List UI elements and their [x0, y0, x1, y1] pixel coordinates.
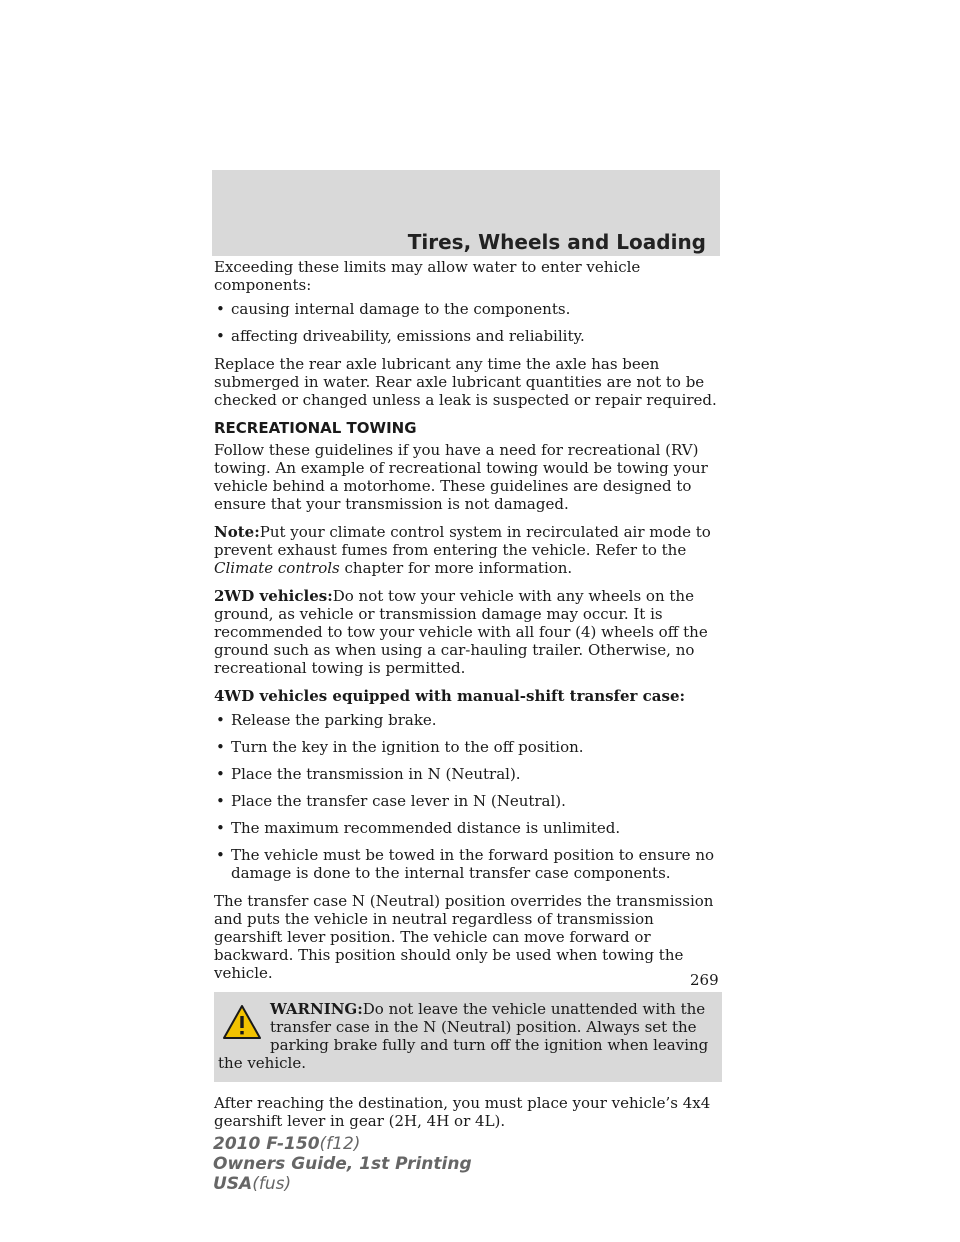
warning-triangle-icon	[222, 1004, 262, 1040]
climate-controls-reference: Climate controls	[214, 559, 340, 577]
warning-text: Do not leave the vehicle unattended with the transfer case in the N (Neutral) position. Always set the parking brake fully and turn off the ignition when leaving the vehicle.	[218, 1000, 709, 1072]
bullet-icon: •	[216, 792, 225, 810]
list-item: • Place the transmission in N (Neutral).	[216, 765, 521, 783]
twowd-paragraph: 2WD vehicles:Do not tow your vehicle with any wheels on the ground, as vehicle or transmission damage may occur. It is recommended to tow your vehicle with all four (4) wheels off the ground such as when using a car-hauling trailer. Otherwise, no recreational towing is permitted.	[214, 587, 708, 677]
warning-box	[214, 992, 722, 1082]
bullet-icon: •	[216, 300, 225, 318]
replace-lubricant-paragraph: Replace the rear axle lubricant any time the axle has been submerged in water. Rear axle lubricant quantities are not to be checked or changed unless a leak is suspected or repair required.	[214, 355, 717, 409]
page-number: 269	[690, 971, 719, 989]
note-label: Note:	[214, 523, 260, 541]
page-content	[214, 258, 722, 1140]
twowd-label: 2WD vehicles:	[214, 587, 333, 605]
note-paragraph: Note:Put your climate control system in recirculated air mode to prevent exhaust fumes from entering the vehicle. Refer to the Climate controls chapter for more information.	[214, 523, 711, 577]
neutral-position-paragraph: The transfer case N (Neutral) position overrides the transmission and puts the vehicle in neutral regardless of transmission gearshift lever position. The vehicle can move forward or backward. This position should only be used when towing the vehicle.	[214, 892, 714, 982]
fourwd-bullet-list	[214, 711, 722, 882]
bullet-icon: •	[216, 738, 225, 756]
bullet-icon: •	[216, 765, 225, 783]
list-item: • The vehicle must be towed in the forward position to ensure no damage is done to the internal transfer case components.	[216, 846, 715, 882]
list-item: • The maximum recommended distance is unlimited.	[216, 819, 621, 837]
bullet-icon: •	[216, 819, 225, 837]
list-item: • affecting driveability, emissions and reliability.	[216, 327, 585, 345]
document-footer	[213, 1134, 472, 1194]
list-item: • Place the transfer case lever in N (Neutral).	[216, 792, 566, 810]
section-title: Tires, Wheels and Loading	[407, 230, 706, 254]
list-item: • causing internal damage to the components.	[216, 300, 571, 318]
footer-line-model: 2010 F-150(f12)	[213, 1134, 361, 1154]
fourwd-heading: 4WD vehicles equipped with manual-shift transfer case:	[214, 687, 686, 705]
list-item: • Release the parking brake.	[216, 711, 437, 729]
bullet-icon: •	[216, 711, 225, 729]
bullet-icon: •	[216, 846, 225, 864]
bullet-icon: •	[216, 327, 225, 345]
recreational-paragraph: Follow these guidelines if you have a need for recreational (RV) towing. An example of recreational towing would be towing your vehicle behind a motorhome. These guidelines are designed to ensure that your transmission is not damaged.	[214, 441, 708, 513]
footer-line-market: USA(fus)	[213, 1174, 292, 1194]
intro-paragraph: Exceeding these limits may allow water to enter vehicle components:	[214, 258, 641, 294]
footer-line-guide: Owners Guide, 1st Printing	[213, 1154, 472, 1174]
after-destination-paragraph: After reaching the destination, you must place your vehicle’s 4x4 gearshift lever in gear (2H, 4H or 4L).	[214, 1094, 711, 1130]
recreational-towing-heading: RECREATIONAL TOWING	[214, 419, 417, 437]
list-item: • Turn the key in the ignition to the off position.	[216, 738, 584, 756]
section-header-bar	[212, 170, 720, 256]
warning-label: WARNING:	[270, 1000, 363, 1018]
intro-bullet-list	[214, 300, 722, 345]
